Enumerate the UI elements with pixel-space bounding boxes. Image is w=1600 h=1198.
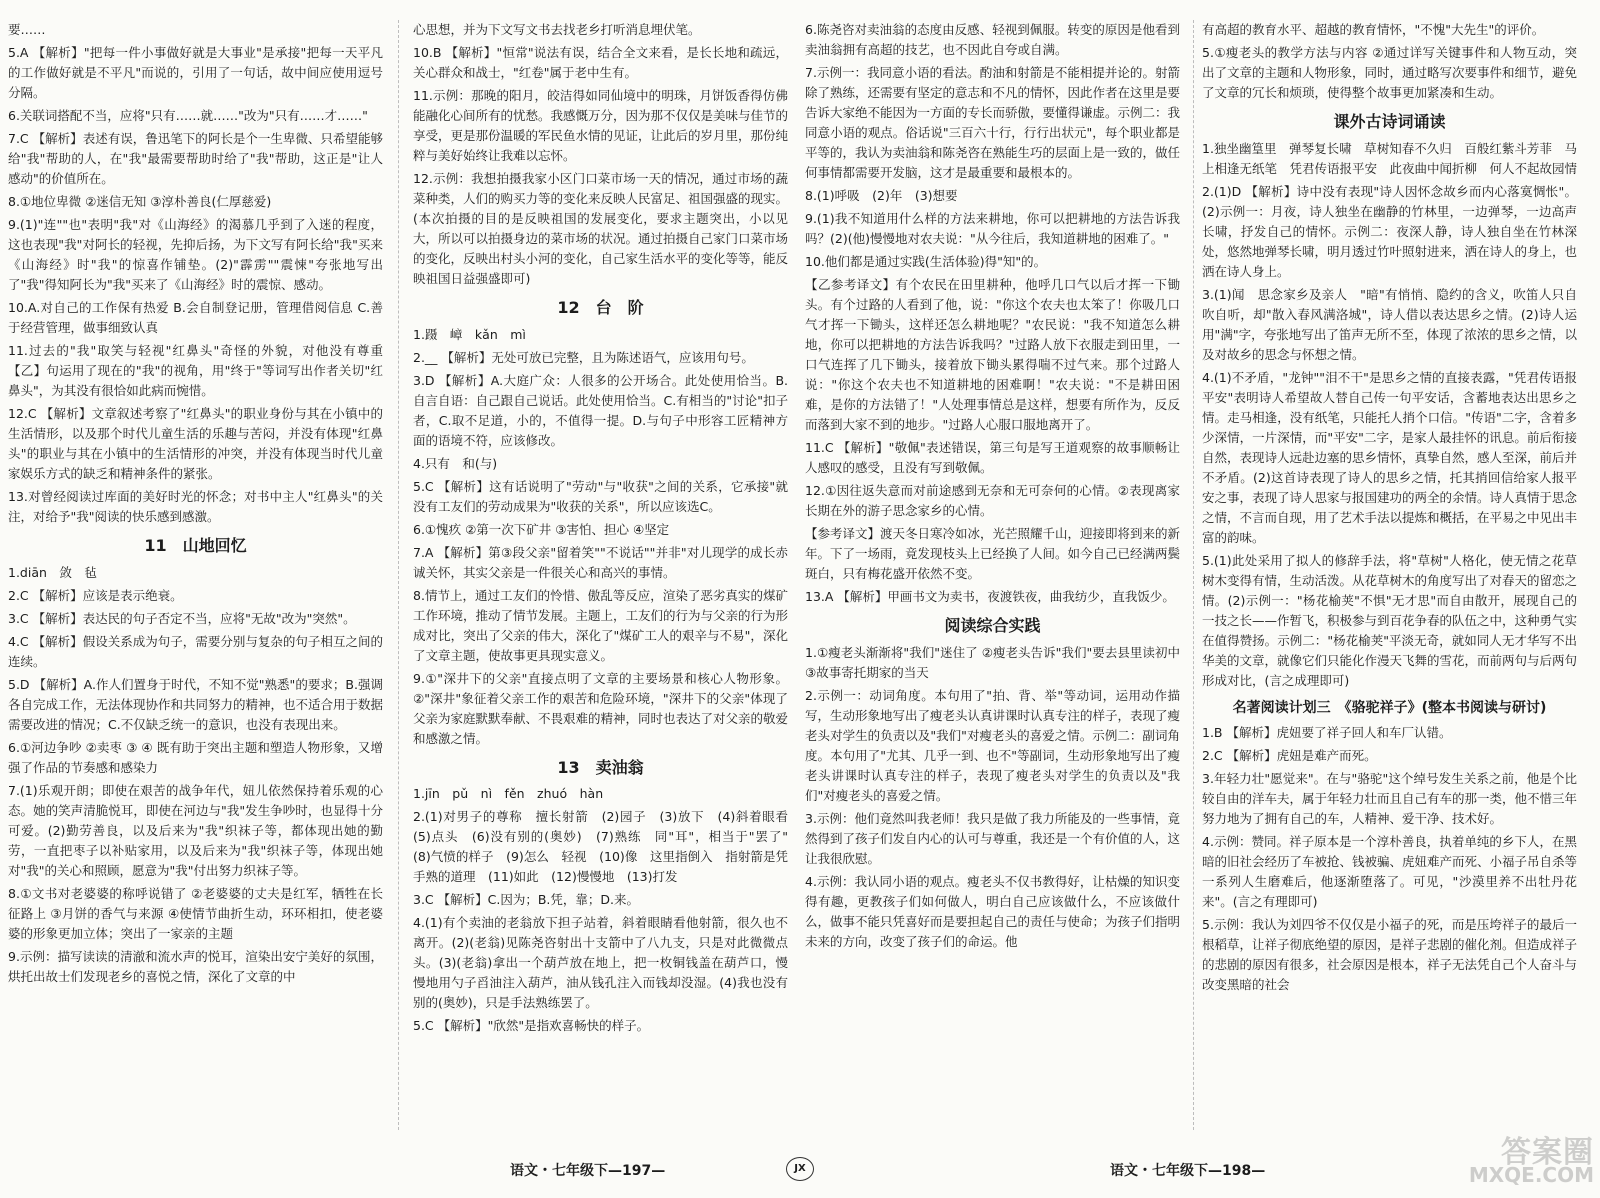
answer-item: 2.C 【解析】应该是表示绝衰。 [8, 587, 183, 603]
answer-item: 9.(1)"连""也"表明"我"对《山海经》的渴慕几乎到了入迷的程度，这也表现"我"对阿长的轻视，先抑后扬，为下文写有阿长给"我"买来《山海经》时"我"的惊喜作铺垫。(2)"霹雳""震悚"夸张地写出了"我"得知阿长为"我"买来了《山海经》时的震惊、感动。 [8, 217, 383, 292]
page-footer-198: 语文・七年级下—198— [1110, 1163, 1266, 1179]
answer-item: 13.A 【解析】甲画书文为卖书，夜渡铁夜，曲我纺少，直我饭少。 [805, 589, 1175, 604]
answer-item: 【参考译文】渡天冬日寒冷如冰，光芒照耀千山，迎接即将到来的新年。下了一场雨，竟发现枝头上已经换了人间。如今自己已经满两鬓斑白，只有梅花盛开依然不变。 [805, 526, 1181, 581]
answer-item: 9.①"深井下的父亲"直接点明了文章的主要场景和核心人物形象。②"深井"象征着父亲工作的艰苦和危险环境，"深井下的父亲"体现了父亲为家庭默默奉献、不畏艰难的精神，同时也表达了对父亲的敬爱和感激之情。 [413, 670, 789, 746]
answer-item: 要…… [8, 22, 46, 37]
answer-item: 7.(1)乐观开朗；即使在艰苦的战争年代，妞儿依然保持着乐观的心态。她的笑声清脆悦耳，即使在河边与"我"发生争吵时，也显得十分可爱。(2)勤劳善良，以及后来为"我"织袜子等，都体现出她的勤劳，一直把枣子以补贴家用，以及后来为"我"织袜子等，体现出她对"我"的关心和照顾，愿意为"我"付出努力织袜子等。 [8, 782, 383, 878]
site-watermark [1434, 1135, 1594, 1194]
answer-item: 2.__ 【解析】无处可放已完整，且为陈述语气，应该用句号。 [413, 349, 754, 365]
page-198 [805, 0, 1600, 1150]
answer-item: 1.B 【解析】虎妞要了祥子回人和车厂认错。 [1202, 724, 1452, 740]
answer-item: 10.A.对自己的工作保有热爱 B.会自制登记册，管理借阅信息 C.善于经营管理，做事细致认真 [8, 300, 383, 335]
section-heading: 课外古诗词诵读 [1333, 112, 1446, 131]
answer-item: 4.示例：赞同。祥子原本是一个淳朴善良，执着单纯的乡下人，在黑暗的旧社会经历了车被抢、钱被骗、虎妞难产而死、小福子吊自杀等一系列人生磨难后，他逐渐堕落了。可见，"沙漠里养不出牡丹花来"。(言之有理即可) [1202, 833, 1578, 909]
answer-item: 1.独坐幽篁里 弹琴复长啸 草树知春不久归 百般红紫斗芳菲 马上相逢无纸笔 凭君传语报平安 此夜曲中闻折柳 何人不起故园情 [1202, 140, 1578, 176]
answer-item: 4.示例：我认同小语的观点。瘦老头不仅书教得好，让枯燥的知识变得有趣，更教孩子们如何做人，明白自己应该做什么，不应该做什么，做事不能只凭喜好而是要担起自己的责任与使命；为孩子们指明未来的方向，改变了孩子们的命运。他 [805, 873, 1181, 949]
answer-item: 11.C 【解析】"敬佩"表述错误，第三句是写王道观察的故事顺畅让人感叹的感受，且没有写到敬佩。 [805, 440, 1180, 475]
answer-item: 10.B 【解析】"恒常"说法有误，结合全文来看，是长长地和疏远，关心群众和战士，"红卷"属于老中生有。 [413, 45, 788, 80]
watermark-line2: MXQE.COM [1468, 1163, 1594, 1187]
answer-item: 4.(1)不矛盾，"龙钟""泪不干"是思乡之情的直接表露，"凭君传语报平安"表明诗人希望故人替自己传一句平安话，含蓄地表达出思乡之情。走马相逢，没有纸笔，只能托人捎个口信。"传语"二字，含着多少深情，一片深情，而"平安"二字，是家人最挂怀的讯息。前后衔接自然，表现诗人远赴边塞的思乡情怀，真挚自然，感人至深，前后并不矛盾。(2)这首诗表现了诗人的思乡之情，托其捎回信给家人报平安之事，表现了诗人思家与报国建功的两全的余情。诗人真情于思念之情，不言而自现，用了艺术手法以提炼和概括，在平易之中见出丰富的韵味。 [1202, 369, 1578, 545]
answer-item: 2.(1)对男子的尊称 擅长射箭 (2)园子 (3)放下 (4)斜着眼看 (5)点头 (6)没有别的(奥妙) (7)熟练 同"耳"，相当于"罢了" (8)气愤的样子 (9)怎么 轻视 (10)像 这里指倒入 指射箭是凭手熟的道理 (11)如此 (12)慢慢地 (13)打发 [413, 809, 801, 885]
answer-item: 5.D 【解析】A.作人们置身于时代，不知不觉"熟悉"的要求；B.强调各自完成工作，无法体现协作和共同努力的精神，也不适合用于数据需要改进的情况；C.不仅缺乏统一的意识，也没有表现出来。 [8, 676, 384, 732]
answer-item: 3.D 【解析】A.大庭广众：人很多的公开场合。此处使用恰当。B.自言自语：自己跟自己说话。此处使用恰当。C.有相当的"讨论"扣子者，C.取不足道，小的，不值得一提。D.与句子中形容工匠精神方面的语境不符，应该修改。 [413, 372, 788, 448]
answer-item: 10.他们都是通过实践(生活体验)得"知"的。 [805, 254, 1047, 269]
answer-item: 心思想，并为下文写文书去找老乡打听消息埋伏笔。 [413, 22, 701, 37]
answer-item: 2.C 【解析】虎妞是难产而死。 [1202, 747, 1377, 763]
answer-item: 6.关联词搭配不当，应将"只有……就……"改为"只有……才……" [8, 108, 368, 123]
answer-item: 5.C 【解析】"欣然"是指欢喜畅快的样子。 [413, 1018, 650, 1034]
answer-item: 7.示例一：我同意小语的看法。酌油和射箭是不能相提并论的。射箭除了熟练，还需要有坚定的意志和不凡的情怀，因此作者在这里是要告诉大家绝不能因为一方面的专长而骄傲，要懂得谦虚。示例二：我同意小语的观点。俗话说"三百六十行，行行出状元"，每个职业都是平等的，我认为卖油翁和陈尧咨在熟能生巧的层面上是一致的，做任何事情都需要开发脑，这才是最重要和最根本的。 [805, 65, 1181, 180]
column-divider [398, 20, 399, 1130]
answer-item: 3.(1)闻 思念家乡及亲人 "暗"有悄悄、隐约的含义，吹笛人只自吹自听，却"散入春风满洛城"，诗人借以表达思乡之情。(2)诗人运用"满"字，夸张地写出了笛声无所不至，体现了浓浓的思乡之情，以及对故乡的思念与怀想之情。 [1202, 286, 1577, 362]
answer-item: 12.示例：我想拍摄我家小区门口菜市场一天的情况，通过市场的蔬菜种类，人们的购买力等的变化来反映人民富足、祖国强盛的现实。(本次拍摄的目的是反映祖国的发展变化，要求主题突出，小以见大，所以可以拍摄身边的菜市场的状况。通过拍摄自己家门口菜市场的变化，反映出村头小河的变化，自己家生活水平的变化等等，能反映祖国日益强盛即可) [413, 171, 789, 286]
answer-item: 2.(1)D 【解析】诗中没有表现"诗人因怀念故乡而内心落寞惆怅"。(2)示例一：月夜，诗人独坐在幽静的竹林里，一边弹琴，一边高声长啸，抒发自己的情怀。示例二：夜深人静，诗人独自坐在竹林深处，悠然地弹琴长啸，明月透过竹叶照射进来，洒在诗人的身上，也洒在诗人身上。 [1202, 183, 1578, 279]
answer-item: 4.C 【解析】假设关系成为句子，需要分别与复杂的句子相互之间的连续。 [8, 633, 383, 669]
answer-item: 12.C 【解析】文章叙述考察了"红鼻头"的职业身份与其在小镇中的生活情形，以及那个时代儿童生活的乐趣与苦闷，并没有体现"红鼻头"的职业与其在小镇中的生活情形的冲突，并没有体现当时代儿童家娱乐方式的缺乏和精神条件的紧张。 [8, 406, 383, 481]
answer-item: 5.①瘦老头的教学方法与内容 ②通过详写关键事件和人物互动，突出了文章的主题和人物形象，同时，通过略写次要事件和细节，避免了文章的冗长和烦琐，使得整个故事更加紧凑和生动。 [1202, 45, 1578, 100]
answer-item: 1.①瘦老头渐渐将"我们"迷住了 ②瘦老头告诉"我们"要去县里读初中 ③故事寄托期家的当天 [805, 644, 1180, 680]
column-divider [1193, 20, 1194, 1130]
answer-item: 7.A 【解析】第③段父亲"留着笑""不说话""并非"对儿现学的成长赤诚关怀，其实父亲是一件很关心和高兴的事情。 [413, 544, 788, 580]
answer-item: 6.陈尧咨对卖油翁的态度由反感、轻视到佩服。转变的原因是他看到卖油翁拥有高超的技艺，也不因此自夸或自满。 [805, 22, 1180, 57]
section-heading: 12 台 阶 [557, 298, 644, 317]
answer-item: 5.示例：我认为刘四爷不仅仅是小福子的死，而是压垮祥子的最后一根稻草，让祥子彻底绝望的原因，是祥子悲剧的催化剂。但造成祥子的悲剧的原因有很多，社会原因是根本，祥子无法凭自己个人奋斗与改变黑暗的社会 [1202, 916, 1578, 992]
watermark-line1: 答案圈 [1501, 1135, 1594, 1170]
answer-item: 3.C 【解析】C.因为；B.凭，靠；D.来。 [413, 892, 639, 908]
answer-item: 5.C 【解析】这有话说明了"劳动"与"收获"之间的关系，它承接"就没有工友们的劳动成果为"收获的关系"，所以应该选C。 [413, 478, 788, 514]
answer-item: 1.jīn pǔ nì fěn zhuó hàn [413, 786, 604, 802]
answer-item: 4.只有 和(与) [413, 455, 498, 471]
right-column-2 [1202, 20, 1577, 1140]
publisher-logo-icon: JX [786, 1157, 814, 1181]
answer-item: 1.diān 敛 毡 [8, 564, 97, 580]
answer-item: 11.过去的"我"取笑与轻视"红鼻头"奇怪的外貌，对他没有尊重 【乙】句运用了现在的"我"的视角，用"终于"等词写出作者关切"红鼻头"，为其没有很恰如此病而惋惜。 [8, 343, 383, 398]
left-column-2 [413, 20, 801, 1140]
answer-item: 6.①河边争吵 ②卖枣 ③ ④ 既有助于突出主题和塑造人物形象，又增强了作品的节奏感和感染力 [8, 739, 383, 775]
answer-item: 1.蹑 嶂 kǎn mì [413, 326, 526, 342]
left-column-1 [8, 20, 383, 1140]
answer-item: 3.示例：他们竟然叫我老师！我只是做了我力所能及的一些事情，竟然得到了孩子们发自内心的认可与尊重，我还是一个有价值的人，这让我很欣慰。 [805, 810, 1181, 866]
answer-item: 9.(1)我不知道用什么样的方法来耕地，你可以把耕地的方法告诉我吗？(2)(他)慢慢地对农夫说："从今往后，我知道耕地的困难了。" [805, 211, 1180, 246]
answer-item: 12.①因往返失意而对前途感到无奈和无可奈何的心情。②表现离家长期在外的游子思念家乡的心情。 [805, 483, 1180, 518]
answer-item: 13.对曾经阅读过库面的美好时光的怀念；对书中主人"红鼻头"的关注，对给予"我"阅读的快乐感到感激。 [8, 489, 383, 524]
answer-item: 8.①地位卑微 ②迷信无知 ③淳朴善良(仁厚慈爱) [8, 194, 272, 209]
answer-item: 9.示例：描写读读的清澈和流水声的悦耳，渲染出安宁美好的氛围，烘托出故士们发现老乡的喜悦之情，深化了文章的中 [8, 948, 383, 984]
section-heading: 11 山地回忆 [144, 536, 247, 555]
answer-item: 5.A 【解析】"把每一件小事做好就是大事业"是承接"把每一天平凡的工作做好就是不平凡"而说的，引用了一句话，故中间应使用逗号分隔。 [8, 45, 383, 100]
answer-item: 【乙参考译文】有个农民在田里耕种，他呼几口气以后才挥一下锄头。有个过路的人看到了他，说："你这个农夫也太笨了！你吸几口气才挥一下锄头，这样还怎么耕地呢？"农民说："我不知道怎么耕地，你可以把耕地的方法告诉我吗？"过路人放下衣服走到田里，一口气连挥了几下锄头，接着放下锄头累得喘不过气来。那个过路人说："你这个农夫也不知道耕地的困难啊！"农夫说："不是耕田困难，是你的方法错了！"人处理事情总是这样，想要有所作为，反反而落到大家不到的地步。"过路人心服口服地离开了。 [805, 277, 1180, 432]
answer-item: 7.C 【解析】表述有误，鲁迅笔下的阿长是个一生卑微、只希望能够给"我"帮助的人，在"我"最需要帮助时给了"我"帮助，这正是"让人感动"的价值所在。 [8, 131, 383, 186]
answer-item: 3.年轻力壮"愿觉来"。在与"骆驼"这个绰号发生关系之前，他是个比较自由的洋车夫，属于年轻力壮而且自己有车的那一类，他不惜三年努力地为了拥有自己的车，人精神、爱干净、技术好。 [1202, 770, 1578, 826]
answer-item: 4.(1)有个卖油的老翁放下担子站着，斜着眼睛看他射箭，很久也不离开。(2)(老翁)见陈尧咨射出十支箭中了八九支，只是对此微微点头。(3)(老翁)拿出一个葫芦放在地上，把一枚铜钱盖在葫芦口，慢慢地用勺子舀油注入葫芦，油从钱孔注入而钱却没湿。(4)我也没有别的(奥妙)，只是手法熟练罢了。 [413, 915, 788, 1011]
answer-item: 8.①文书对老婆婆的称呼说错了 ②老婆婆的丈夫是红军，牺牲在长征路上 ③月饼的香气与来源 ④使情节曲折生动，环环相扣，使老婆婆的形象更加立体；突出了一家亲的主题 [8, 885, 383, 941]
answer-item: 有高超的教育水平、超越的教育情怀，"不愧"大先生"的评价。 [1202, 22, 1545, 37]
answer-item: 8.(1)呼吸 (2)年 (3)想要 [805, 188, 958, 203]
answer-item: 11.示例：那晚的阳月，皎洁得如同仙境中的明珠，月饼饭香得仿佛能融化心间所有的忧愁。我感慨万分，因为那不仅仅是美味与佳节的享受，更是那份温暖的军民鱼水情的见证，让此后的岁月里，那份纯粹与美好始终让我难以忘怀。 [413, 88, 789, 163]
page-197 [0, 0, 801, 1150]
right-column-1 [805, 20, 1180, 1140]
answer-item: 3.C 【解析】表达民的句子否定不当，应将"无故"改为"突然"。 [8, 610, 356, 626]
section-heading: 13 卖油翁 [557, 757, 644, 777]
section-heading: 阅读综合实践 [944, 616, 1041, 635]
section-heading: 名著阅读计划三 《骆驼祥子》(整本书阅读与研讨) [1232, 699, 1547, 716]
answer-item: 2.示例一：动词角度。本句用了"拍、背、举"等动词，运用动作描写，生动形象地写出了瘦老头认真讲课时认真专注的样子，表现了瘦老头对学生的负责以及"我们"对瘦老头的喜爱之情。示例二：副词角度。本句用了"尤其、几乎一到、也不"等副词，生动形象地写出了瘦老头讲课时认真专注的样子，表现了瘦老头对学生的负责以及"我们"对瘦老头的喜爱之情。 [805, 687, 1181, 803]
page-footer-197: 语文・七年级下—197— [510, 1163, 666, 1179]
answer-item: 8.情节上，通过工友们的怜惜、傲乱等反应，渲染了恶劣真实的煤矿工作环境，推动了情节发展。主题上，工友们的行为与父亲的行为形成对比，突出了父亲的伟大，深化了"煤矿工人的艰辛与不易"，深化了文章主题，使故事更具现实意义。 [413, 587, 789, 663]
answer-item: 5.(1)此处采用了拟人的修辞手法，将"草树"人格化，使无情之花草树木变得有情，生动活泼。从花草树木的角度写出了对春天的留恋之情。(2)示例一："杨花榆荚"不惧"无才思"而自由散开，展现自己的一技之长——作暂飞，积极参与到百花争春的队伍之中，这种勇气实在值得赞扬。示例二："杨花榆荚"平淡无奇，就如同人无才华写不出华美的文章，就像它们只能化作漫天飞舞的雪花，而前两句与后两句形成对比，(言之成理即可) [1202, 552, 1578, 688]
answer-item: 6.①愧疚 ②第一次下矿井 ③害怕、担心 ④坚定 [413, 521, 670, 537]
